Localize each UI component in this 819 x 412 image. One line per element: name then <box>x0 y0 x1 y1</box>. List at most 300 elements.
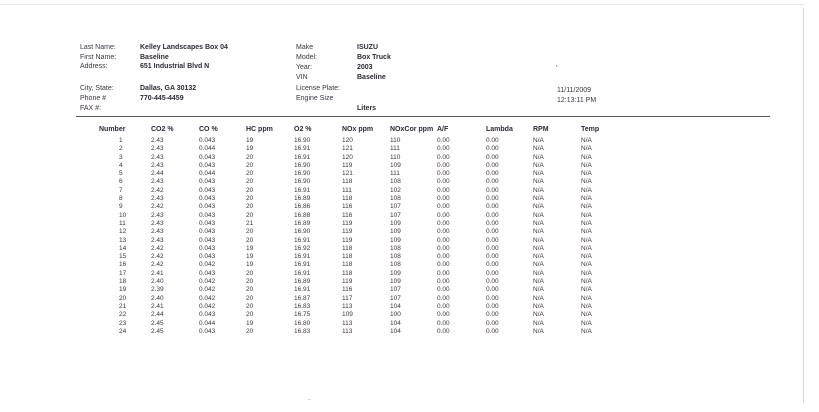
page-edge-right <box>803 8 804 403</box>
table-cell: 0.00 <box>486 137 499 144</box>
table-cell: 0.044 <box>199 170 216 178</box>
table-cell: 0.00 <box>437 170 450 178</box>
table-row <box>99 245 621 253</box>
table-cell: 2.41 <box>151 302 164 310</box>
table-cell: 7 <box>119 186 123 194</box>
table-cell: 109 <box>390 219 401 227</box>
vin-value: Baseline <box>357 74 386 81</box>
table-cell: 16.80 <box>294 319 311 327</box>
table-cell: N/A <box>581 145 592 153</box>
readings-table <box>99 126 621 336</box>
table-cell: 2.42 <box>151 244 164 252</box>
table-cell: N/A <box>581 153 592 161</box>
table-cell: 118 <box>342 178 353 186</box>
table-cell: N/A <box>533 236 544 244</box>
table-cell: N/A <box>533 186 544 194</box>
table-cell: N/A <box>581 137 592 144</box>
table-row <box>99 278 621 286</box>
table-cell: 20 <box>246 269 254 277</box>
first-name-label: First Name: <box>80 54 117 61</box>
table-cell: N/A <box>533 319 544 327</box>
table-cell: 0.00 <box>437 203 450 211</box>
table-cell: 111 <box>342 186 352 194</box>
table-cell: N/A <box>533 244 544 252</box>
table-cell: 20 <box>246 311 254 319</box>
table-cell: 120 <box>342 153 353 161</box>
table-cell: N/A <box>533 327 544 335</box>
table-cell: N/A <box>533 278 544 286</box>
table-cell: N/A <box>533 294 544 302</box>
table-cell: 16.90 <box>294 161 311 169</box>
table-cell: N/A <box>581 294 592 302</box>
table-cell: 0.00 <box>437 278 450 286</box>
table-cell: 20 <box>246 211 254 219</box>
table-cell: 20 <box>246 228 254 236</box>
table-cell: 2.40 <box>151 278 164 286</box>
table-cell: N/A <box>581 302 592 310</box>
column-header: CO % <box>199 126 218 133</box>
table-cell: 0.043 <box>199 186 216 194</box>
table-cell: 0.00 <box>437 178 450 186</box>
table-cell: 10 <box>119 211 127 219</box>
table-cell: 0.00 <box>486 170 499 178</box>
page-edge-top <box>0 4 804 5</box>
make-value: ISUZU <box>357 44 378 51</box>
phone-label: Phone # <box>80 95 107 102</box>
table-cell: 2.43 <box>151 178 164 186</box>
table-cell: 119 <box>342 278 353 286</box>
model-label: Model: <box>296 54 318 61</box>
table-cell: 0.00 <box>486 294 499 302</box>
table-row <box>99 154 621 162</box>
table-cell: 16.83 <box>294 302 311 310</box>
table-cell: 20 <box>246 203 254 211</box>
table-cell: 0.00 <box>437 269 450 277</box>
table-cell: 118 <box>342 269 353 277</box>
table-cell: 111 <box>390 145 400 153</box>
table-cell: 108 <box>390 178 401 186</box>
table-cell: 2.43 <box>151 161 164 169</box>
model-value: Box Truck <box>357 54 391 61</box>
table-cell: 16.87 <box>294 294 311 302</box>
table-cell: 0.00 <box>437 161 450 169</box>
table-cell: N/A <box>533 269 544 277</box>
table-cell: 113 <box>342 327 353 335</box>
column-header: Temp <box>581 126 600 133</box>
table-cell: 0.00 <box>437 137 450 144</box>
table-cell: 16.90 <box>294 178 311 186</box>
table-row <box>99 145 621 153</box>
table-cell: 104 <box>390 327 401 335</box>
table-cell: 6 <box>119 178 123 186</box>
table-cell: 16.91 <box>294 186 311 194</box>
table-row <box>99 220 621 228</box>
table-cell: 0.00 <box>486 211 499 219</box>
table-cell: 102 <box>390 186 401 194</box>
table-cell: 116 <box>342 203 353 211</box>
table-cell: N/A <box>581 219 592 227</box>
table-row <box>99 195 621 203</box>
table-cell: 116 <box>342 286 353 294</box>
table-cell: 2.43 <box>151 153 164 161</box>
table-cell: 0.043 <box>199 203 216 211</box>
table-cell: 0.00 <box>437 302 450 310</box>
engine-size-label: Engine Size <box>296 95 334 102</box>
table-cell: 0.00 <box>437 244 450 252</box>
license-plate-label: License Plate: <box>296 85 340 92</box>
table-cell: 2.42 <box>151 261 164 269</box>
city-state-label: City, State: <box>80 85 114 92</box>
report-date: 11/11/2009 <box>557 87 591 94</box>
column-header: Lambda <box>486 126 513 133</box>
table-cell: 16.91 <box>294 286 311 294</box>
table-cell: 19 <box>246 145 254 153</box>
table-header-row <box>99 126 621 137</box>
table-cell: 13 <box>119 236 127 244</box>
table-cell: 108 <box>390 261 401 269</box>
table-cell: 16 <box>119 261 127 269</box>
table-cell: 16.89 <box>294 219 311 227</box>
table-cell: 2.39 <box>151 286 164 294</box>
table-cell: 118 <box>342 244 353 252</box>
table-cell: 121 <box>342 145 353 153</box>
column-header: RPM <box>533 126 549 133</box>
table-cell: N/A <box>533 170 544 178</box>
table-cell: 0.00 <box>486 145 499 153</box>
table-cell: 19 <box>246 261 254 269</box>
table-cell: 0.00 <box>437 228 450 236</box>
table-cell: 120 <box>342 137 353 144</box>
table-cell: N/A <box>533 153 544 161</box>
table-cell: N/A <box>581 327 592 335</box>
table-row <box>99 286 621 294</box>
table-cell: 16.75 <box>294 311 311 319</box>
table-cell: 20 <box>246 236 254 244</box>
table-cell: 19 <box>119 286 127 294</box>
table-cell: N/A <box>581 269 592 277</box>
table-row <box>99 203 621 211</box>
table-cell: N/A <box>581 178 592 186</box>
report-time: 12:13:11 PM <box>557 97 597 104</box>
table-cell: 20 <box>246 327 254 335</box>
table-cell: 20 <box>246 195 254 203</box>
scan-mark: . <box>308 393 311 402</box>
column-header: Number <box>99 126 126 133</box>
table-cell: N/A <box>581 161 592 169</box>
table-cell: 118 <box>342 261 353 269</box>
address-label: Address: <box>80 63 108 70</box>
table-cell: 0.00 <box>486 178 499 186</box>
table-cell: 0.043 <box>199 244 216 252</box>
table-cell: 118 <box>342 195 353 203</box>
table-cell: 100 <box>390 311 401 319</box>
table-cell: 19 <box>246 244 254 252</box>
table-cell: 14 <box>119 244 127 252</box>
scan-mark: ' <box>556 64 558 73</box>
table-row <box>99 178 621 186</box>
table-cell: 19 <box>246 253 254 261</box>
table-cell: 16.92 <box>294 244 311 252</box>
table-cell: 109 <box>390 236 401 244</box>
table-cell: 20 <box>246 178 254 186</box>
table-cell: 20 <box>246 186 254 194</box>
table-cell: 0.00 <box>486 311 499 319</box>
table-cell: 0.043 <box>199 253 216 261</box>
table-cell: 2 <box>119 145 123 153</box>
table-cell: 109 <box>342 311 353 319</box>
table-cell: 16.89 <box>294 278 311 286</box>
table-cell: 110 <box>390 153 401 161</box>
table-cell: 0.00 <box>486 203 499 211</box>
table-cell: 0.00 <box>486 228 499 236</box>
table-cell: 119 <box>342 219 353 227</box>
table-cell: 0.043 <box>199 153 216 161</box>
table-cell: 0.044 <box>199 145 216 153</box>
table-cell: 0.00 <box>437 311 450 319</box>
table-cell: 21 <box>119 302 127 310</box>
table-cell: 24 <box>119 327 127 335</box>
table-cell: 0.00 <box>437 236 450 244</box>
table-cell: 107 <box>390 286 401 294</box>
table-cell: 16.90 <box>294 228 311 236</box>
table-cell: 108 <box>390 195 401 203</box>
table-cell: 2.43 <box>151 219 164 227</box>
table-cell: 0.042 <box>199 302 216 310</box>
table-cell: 8 <box>119 195 123 203</box>
table-cell: 109 <box>390 228 401 236</box>
table-cell: 107 <box>390 211 401 219</box>
table-cell: 111 <box>390 170 400 178</box>
table-cell: 0.00 <box>486 319 499 327</box>
table-cell: 16.90 <box>294 137 311 144</box>
table-cell: 12 <box>119 228 127 236</box>
column-header: O2 % <box>294 126 312 133</box>
table-cell: 20 <box>246 153 254 161</box>
column-header: HC ppm <box>246 126 273 133</box>
table-row <box>99 295 621 303</box>
last-name-value: Kelley Landscapes Box 04 <box>140 44 228 51</box>
table-cell: 0.043 <box>199 161 216 169</box>
table-cell: 113 <box>342 302 353 310</box>
table-cell: 0.00 <box>437 153 450 161</box>
table-cell: 0.00 <box>486 261 499 269</box>
table-cell: 118 <box>342 253 353 261</box>
table-cell: N/A <box>581 228 592 236</box>
first-name-value: Baseline <box>140 54 169 61</box>
table-cell: 2.43 <box>151 211 164 219</box>
year-label: Year: <box>296 64 313 71</box>
table-cell: 0.00 <box>486 286 499 294</box>
table-cell: 2.42 <box>151 203 164 211</box>
table-cell: 20 <box>246 170 254 178</box>
table-cell: N/A <box>581 278 592 286</box>
table-cell: 23 <box>119 319 127 327</box>
make-label: Make <box>296 44 314 51</box>
table-cell: N/A <box>581 236 592 244</box>
table-cell: N/A <box>533 145 544 153</box>
table-row <box>99 237 621 245</box>
table-cell: 0.00 <box>486 269 499 277</box>
table-cell: N/A <box>581 186 592 194</box>
table-cell: N/A <box>533 195 544 203</box>
table-cell: 19 <box>246 319 254 327</box>
table-cell: 0.00 <box>437 294 450 302</box>
table-cell: N/A <box>533 203 544 211</box>
table-cell: 116 <box>342 211 353 219</box>
table-cell: 104 <box>390 302 401 310</box>
table-cell: 0.043 <box>199 195 216 203</box>
table-cell: N/A <box>533 311 544 319</box>
table-row <box>99 162 621 170</box>
table-cell: N/A <box>533 161 544 169</box>
table-cell: 0.00 <box>486 161 499 169</box>
table-cell: N/A <box>581 170 592 178</box>
table-cell: 110 <box>390 137 401 144</box>
table-cell: 2.45 <box>151 319 164 327</box>
table-cell: 16.91 <box>294 269 311 277</box>
table-cell: 16.83 <box>294 327 311 335</box>
table-cell: N/A <box>533 219 544 227</box>
table-cell: 119 <box>342 228 353 236</box>
table-cell: 113 <box>342 319 353 327</box>
table-cell: 1 <box>119 137 123 144</box>
table-cell: 3 <box>119 153 123 161</box>
table-cell: 0.00 <box>437 211 450 219</box>
table-cell: N/A <box>533 261 544 269</box>
table-cell: N/A <box>581 244 592 252</box>
table-cell: 0.043 <box>199 311 216 319</box>
phone-value: 770-445-4459 <box>140 95 184 102</box>
table-cell: 0.043 <box>199 137 216 144</box>
table-cell: 5 <box>119 170 123 178</box>
table-cell: 11 <box>119 219 126 227</box>
table-cell: 0.043 <box>199 211 216 219</box>
table-cell: 2.44 <box>151 311 164 319</box>
table-cell: N/A <box>533 211 544 219</box>
table-cell: 4 <box>119 161 123 169</box>
table-row <box>99 311 621 319</box>
table-cell: 108 <box>390 244 401 252</box>
table-cell: 16.88 <box>294 211 311 219</box>
table-row <box>99 212 621 220</box>
table-cell: N/A <box>581 311 592 319</box>
table-cell: 0.00 <box>437 195 450 203</box>
table-cell: 0.043 <box>199 236 216 244</box>
table-cell: 2.45 <box>151 327 164 335</box>
table-cell: 21 <box>246 219 254 227</box>
table-cell: 0.00 <box>486 186 499 194</box>
table-row <box>99 303 621 311</box>
table-cell: 0.00 <box>437 253 450 261</box>
table-row <box>99 270 621 278</box>
table-cell: 121 <box>342 170 353 178</box>
table-cell: 2.43 <box>151 145 164 153</box>
table-cell: 0.043 <box>199 228 216 236</box>
table-cell: 0.00 <box>486 219 499 227</box>
table-cell: 0.00 <box>437 261 450 269</box>
table-cell: N/A <box>533 178 544 186</box>
table-row <box>99 228 621 236</box>
table-cell: 16.91 <box>294 236 311 244</box>
table-cell: 19 <box>246 137 254 144</box>
year-value: 2003 <box>357 64 373 71</box>
table-cell: 119 <box>342 161 353 169</box>
table-cell: N/A <box>533 302 544 310</box>
table-cell: 20 <box>246 278 254 286</box>
table-body <box>99 137 621 336</box>
table-cell: 20 <box>119 294 127 302</box>
table-cell: 2.42 <box>151 253 164 261</box>
table-cell: 2.43 <box>151 228 164 236</box>
table-cell: 0.00 <box>486 278 499 286</box>
table-cell: 17 <box>119 269 127 277</box>
table-cell: 108 <box>390 253 401 261</box>
table-cell: 104 <box>390 319 401 327</box>
table-cell: 0.043 <box>199 219 216 227</box>
table-cell: N/A <box>581 203 592 211</box>
table-cell: 119 <box>342 236 353 244</box>
table-cell: 20 <box>246 161 254 169</box>
fax-label: FAX #: <box>80 105 102 112</box>
table-cell: 16.91 <box>294 145 311 153</box>
table-cell: 16.89 <box>294 195 311 203</box>
column-header: CO2 % <box>151 126 174 133</box>
table-row <box>99 187 621 195</box>
table-cell: 0.042 <box>199 286 216 294</box>
table-cell: 0.044 <box>199 319 216 327</box>
table-cell: 20 <box>246 286 254 294</box>
table-cell: 2.43 <box>151 195 164 203</box>
table-cell: 16.90 <box>294 170 311 178</box>
table-cell: 16.91 <box>294 153 311 161</box>
table-cell: N/A <box>533 286 544 294</box>
table-cell: N/A <box>581 261 592 269</box>
table-row <box>99 261 621 269</box>
table-row <box>99 320 621 328</box>
table-cell: 0.042 <box>199 294 216 302</box>
table-cell: N/A <box>533 253 544 261</box>
table-cell: N/A <box>581 319 592 327</box>
table-cell: 0.00 <box>486 253 499 261</box>
table-cell: 0.00 <box>486 327 499 335</box>
table-cell: 0.00 <box>437 145 450 153</box>
table-row <box>99 137 621 145</box>
table-cell: 0.00 <box>437 327 450 335</box>
header-divider <box>76 116 770 117</box>
table-cell: 18 <box>119 278 127 286</box>
table-cell: 16.86 <box>294 203 311 211</box>
last-name-label: Last Name: <box>80 44 116 51</box>
column-header: NOx ppm <box>342 126 374 133</box>
table-row <box>99 253 621 261</box>
table-row <box>99 328 621 336</box>
table-cell: 0.00 <box>437 319 450 327</box>
table-cell: 2.40 <box>151 294 164 302</box>
table-cell: 0.043 <box>199 269 216 277</box>
table-cell: 2.43 <box>151 137 164 144</box>
table-cell: 0.00 <box>437 286 450 294</box>
table-cell: 0.042 <box>199 261 216 269</box>
vin-label: VIN <box>296 74 308 81</box>
table-cell: 15 <box>119 253 127 261</box>
table-cell: N/A <box>581 253 592 261</box>
table-cell: N/A <box>533 228 544 236</box>
engine-units: Liters <box>357 105 377 112</box>
table-cell: 2.43 <box>151 236 164 244</box>
table-cell: 109 <box>390 269 401 277</box>
city-state-value: Dallas, GA 30132 <box>140 85 197 92</box>
table-cell: 0.00 <box>486 236 499 244</box>
